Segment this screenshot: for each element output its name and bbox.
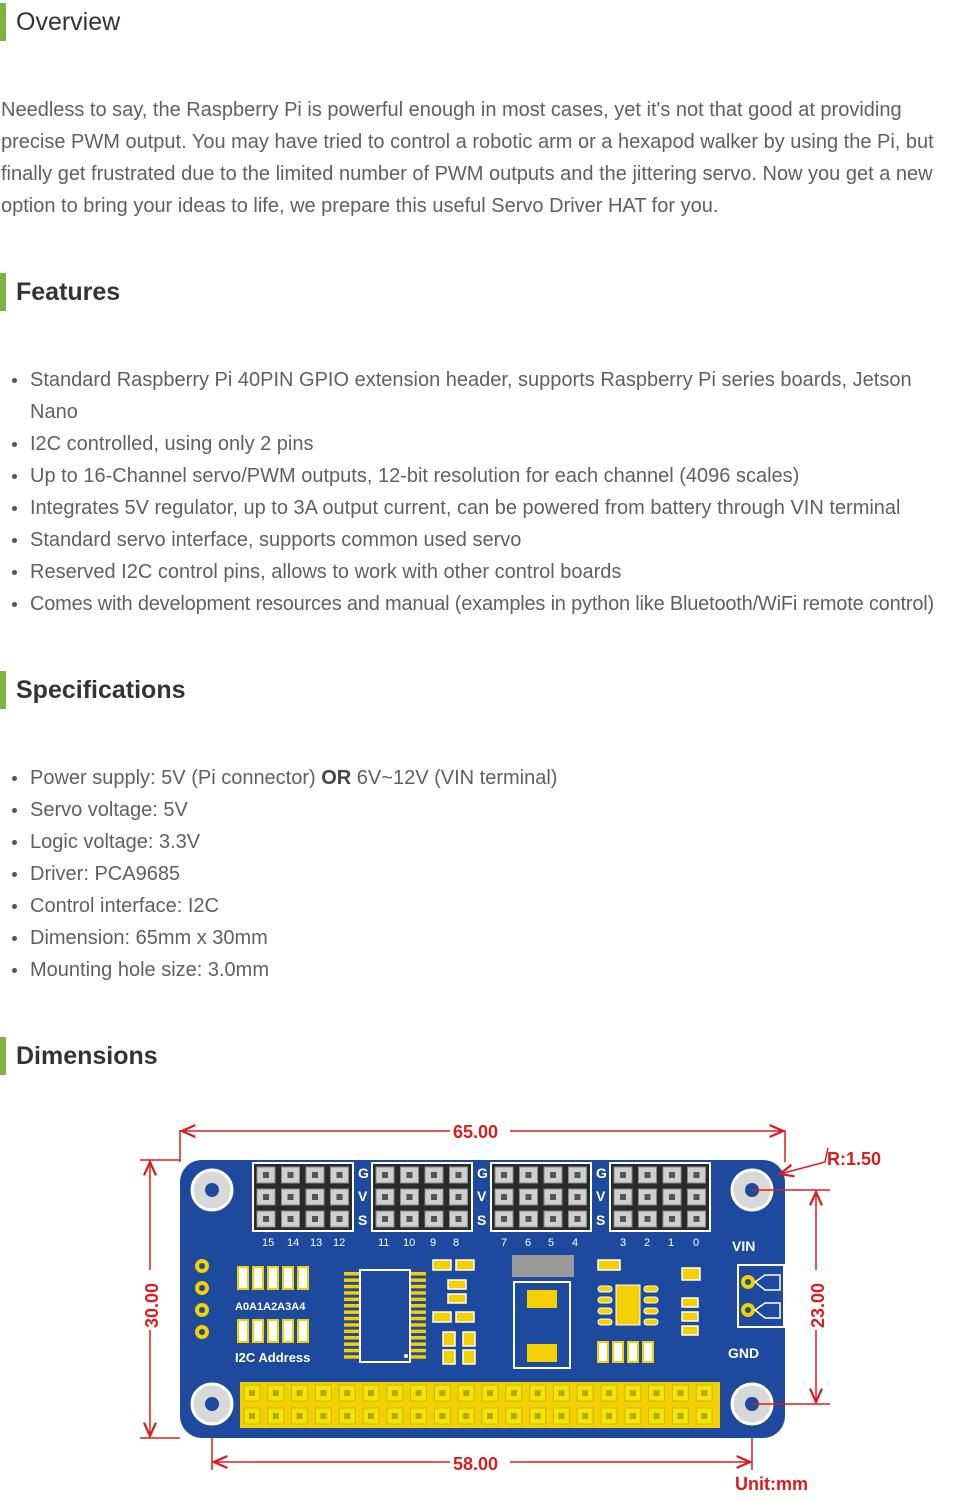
feature-item: I2C controlled, using only 2 pins: [0, 428, 957, 460]
feature-item: Reserved I2C control pins, allows to work with other control boards: [0, 556, 957, 588]
radius-value: R:1.50: [827, 1149, 882, 1169]
gvs-letter-v: V: [358, 1188, 368, 1204]
channel-label: 1: [668, 1237, 675, 1249]
gvs-letter-g: G: [477, 1165, 488, 1181]
i2c-address-label: I2C Address: [235, 1350, 311, 1365]
features-list: [0, 364, 957, 620]
gvs-letter-s: S: [596, 1212, 606, 1228]
width-bottom-value: 58.00: [453, 1454, 499, 1474]
channel-label: 15: [262, 1237, 275, 1249]
channel-label: 9: [430, 1237, 437, 1249]
channel-label: 7: [501, 1237, 508, 1249]
unit-label: Unit:mm: [735, 1474, 808, 1494]
spec-item: Dimension: 65mm x 30mm: [0, 922, 957, 954]
channel-label: 12: [333, 1237, 346, 1249]
feature-item: Up to 16-Channel servo/PWM outputs, 12-bit resolution for each channel (4096 scales): [0, 460, 957, 492]
regulator-pad: [527, 1290, 557, 1308]
channel-label: 4: [572, 1237, 579, 1249]
spec-item: Control interface: I2C: [0, 890, 957, 922]
gvs-letter-g: G: [596, 1165, 607, 1181]
specifications-title: Specifications: [0, 671, 186, 709]
channel-label: 10: [403, 1237, 416, 1249]
gvs-letter-v: V: [596, 1188, 606, 1204]
gvs-letter-v: V: [477, 1188, 487, 1204]
spec-item: Servo voltage: 5V: [0, 794, 957, 826]
channel-label: 5: [548, 1237, 555, 1249]
channel-label: 14: [287, 1237, 300, 1249]
channel-label: 0: [693, 1237, 700, 1249]
small-ic: [598, 1285, 658, 1362]
feature-item: Standard servo interface, supports common used servo: [0, 524, 957, 556]
channel-label: 11: [378, 1237, 390, 1249]
address-label: A0A1A2A3A4: [235, 1301, 306, 1313]
channel-label: 6: [525, 1237, 532, 1249]
spec-item-power: [0, 762, 957, 794]
height-right-value: 23.00: [808, 1282, 828, 1328]
spec-item: Driver: PCA9685: [0, 858, 957, 890]
feature-item: Standard Raspberry Pi 40PIN GPIO extension header, supports Raspberry Pi series boards, Jetson Nano: [0, 364, 957, 428]
spec-power-prefix: Power supply: 5V (Pi connector): [30, 767, 322, 789]
channel-label: 8: [453, 1237, 460, 1249]
gvs-letter-s: S: [358, 1212, 368, 1228]
feature-item: Integrates 5V regulator, up to 3A output current, can be powered from battery through VIN terminal: [0, 492, 957, 524]
width-top-value: 65.00: [453, 1122, 499, 1142]
feature-item: Comes with development resources and manual (examples in python like Bluetooth/WiFi remote control): [0, 588, 957, 620]
overview-paragraph: Needless to say, the Raspberry Pi is powerful enough in most cases, yet it's not that good at providing precise PWM output. You may have tried to control a robotic arm or a hexapod walker by using the Pi, but finally get frustrated due to the limited number of PWM outputs and the jittering servo. Now you get a new option to bring your ideas to life, we prepare this useful Servo Driver HAT for you.: [1, 99, 934, 217]
overview-title: Overview: [0, 3, 120, 41]
spec-item: Mounting hole size: 3.0mm: [0, 954, 957, 986]
specifications-list: [0, 762, 957, 986]
features-title: Features: [0, 273, 120, 311]
spec-item: Logic voltage: 3.3V: [0, 826, 957, 858]
capacitor: [512, 1255, 574, 1277]
dimensions-title: Dimensions: [0, 1037, 158, 1075]
spec-power-suffix: 6V~12V (VIN terminal): [351, 767, 558, 789]
regulator-pad: [527, 1344, 557, 1362]
spec-power-or: OR: [321, 767, 352, 789]
vin-label: VIN: [732, 1238, 756, 1254]
gpio-header: [240, 1382, 720, 1428]
dimension-drawing: [140, 1110, 882, 1495]
gvs-letter-s: S: [477, 1212, 487, 1228]
height-left-value: 30.00: [142, 1282, 162, 1328]
gnd-label: GND: [728, 1345, 760, 1361]
gvs-letter-g: G: [358, 1165, 369, 1181]
channel-label: 3: [620, 1237, 627, 1249]
channel-label: 2: [644, 1237, 651, 1249]
channel-label: 13: [310, 1237, 323, 1249]
